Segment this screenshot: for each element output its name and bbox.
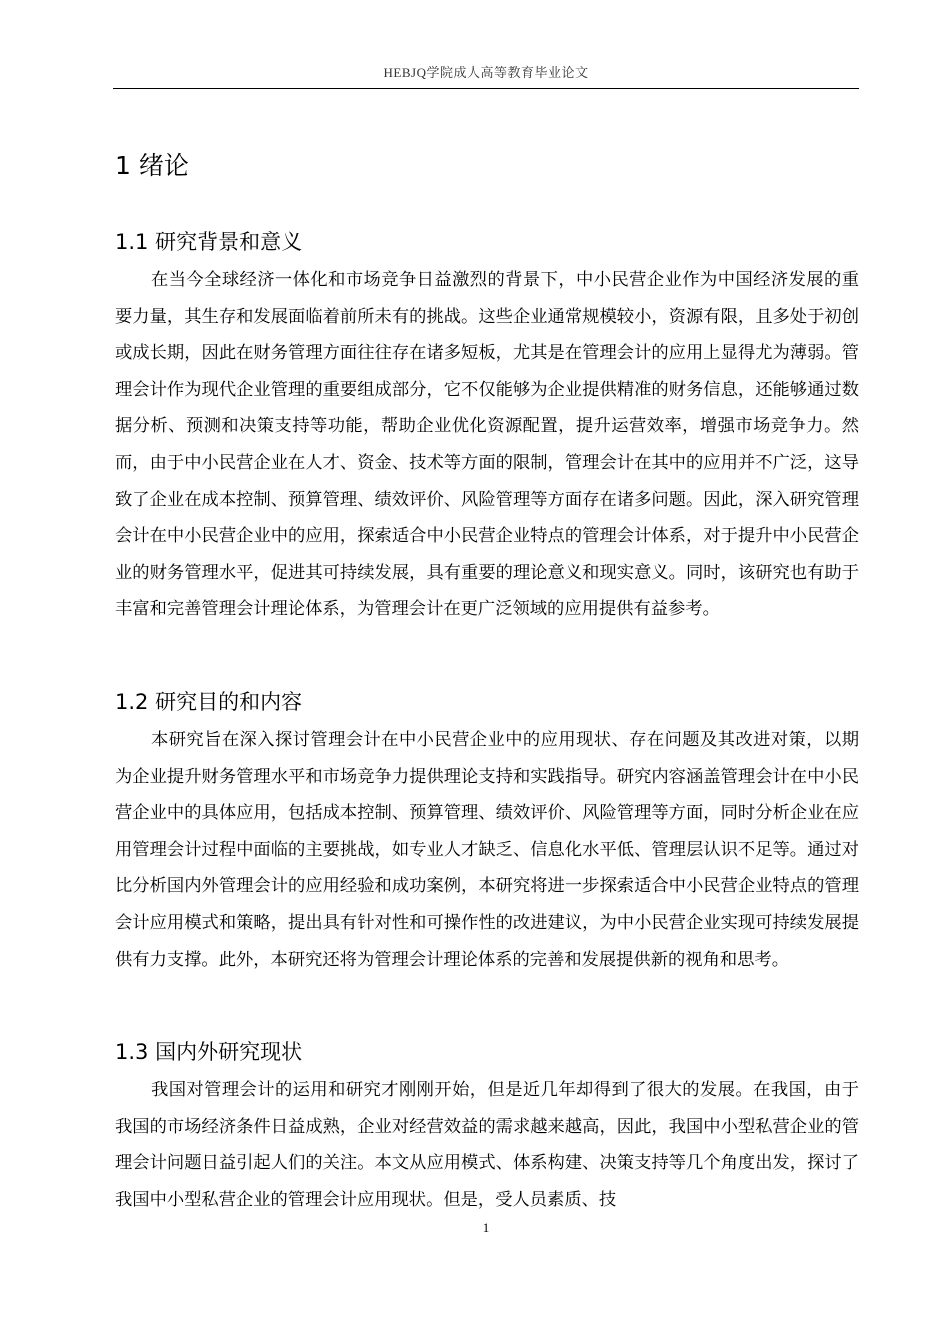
section-heading-1-1: 1.1 研究背景和意义	[115, 230, 303, 254]
section-heading-1-3: 1.3 国内外研究现状	[115, 1040, 303, 1064]
page-number: 1	[482, 1220, 490, 1235]
section-body-1-3: 我国对管理会计的运用和研究才刚刚开始，但是近几年却得到了很大的发展。在我国，由于我国的市场经济条件日益成熟，企业对经营效益的需求越来越高，因此，我国中小型私营企业的管理会计问题日益引起人们的关注。本文从应用模式、体系构建、决策支持等几个角度出发，探讨了我国中小型私营企业的管理会计应用现状。但是，受人员素质、技	[115, 1080, 859, 1210]
header-divider	[113, 88, 859, 89]
running-header: HEBJQ学院成人高等教育毕业论文	[383, 65, 589, 80]
chapter-title: 1 绪论	[115, 151, 189, 180]
section-heading-1-2: 1.2 研究目的和内容	[115, 690, 303, 714]
section-body-1-1: 在当今全球经济一体化和市场竞争日益激烈的背景下，中小民营企业作为中国经济发展的重要力量，其生存和发展面临着前所未有的挑战。这些企业通常规模较小，资源有限，且多处于初创或成长期，因此在财务管理方面往往存在诸多短板，尤其是在管理会计的应用上显得尤为薄弱。管理会计作为现代企业管理的重要组成部分，它不仅能够为企业提供精准的财务信息，还能够通过数据分析、预测和决策支持等功能，帮助企业优化资源配置，提升运营效率，增强市场竞争力。然而，由于中小民营企业在人才、资金、技术等方面的限制，管理会计在其中的应用并不广泛，这导致了企业在成本控制、预算管理、绩效评价、风险管理等方面存在诸多问题。因此，深入研究管理会计在中小民营企业中的应用，探索适合中小民营企业特点的管理会计体系，对于提升中小民营企业的财务管理水平，促进其可持续发展，具有重要的理论意义和现实意义。同时，该研究也有助于丰富和完善管理会计理论体系，为管理会计在更广泛领域的应用提供有益参考。	[115, 270, 859, 620]
section-body-1-2: 本研究旨在深入探讨管理会计在中小民营企业中的应用现状、存在问题及其改进对策，以期为企业提升财务管理水平和市场竞争力提供理论支持和实践指导。研究内容涵盖管理会计在中小民营企业中的具体应用，包括成本控制、预算管理、绩效评价、风险管理等方面，同时分析企业在应用管理会计过程中面临的主要挑战，如专业人才缺乏、信息化水平低、管理层认识不足等。通过对比分析国内外管理会计的应用经验和成功案例，本研究将进一步探索适合中小民营企业特点的管理会计应用模式和策略，提出具有针对性和可操作性的改进建议，为中小民营企业实现可持续发展提供有力支撑。此外，本研究还将为管理会计理论体系的完善和发展提供新的视角和思考。	[115, 730, 859, 970]
